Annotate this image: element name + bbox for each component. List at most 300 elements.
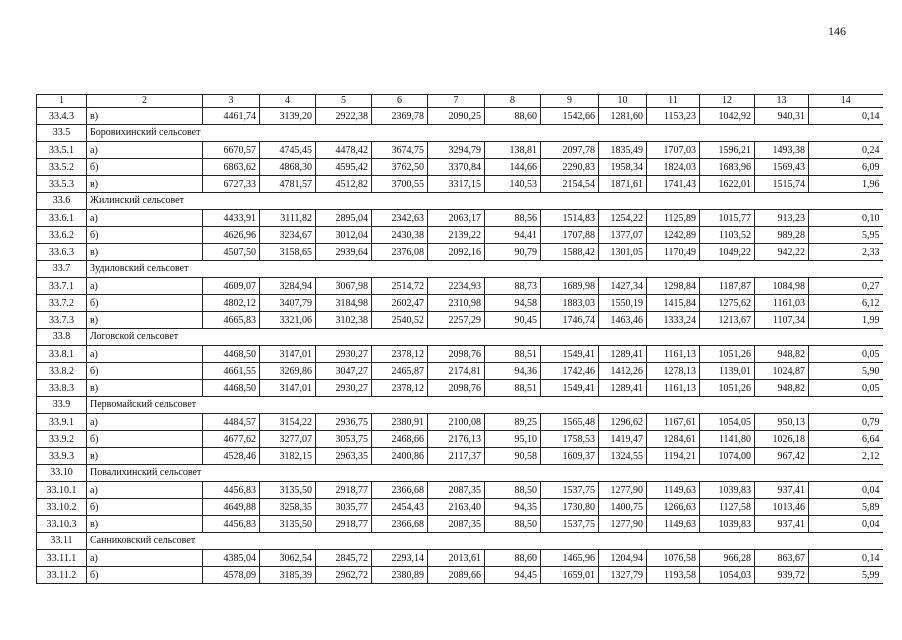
table-cell: 1015,77	[700, 210, 755, 227]
table-cell: 3185,39	[260, 567, 316, 584]
table-cell: 3111,82	[260, 210, 316, 227]
table-cell: 3370,84	[428, 159, 485, 176]
row-code: 33.10.1	[37, 482, 87, 499]
table-cell: 3135,50	[260, 516, 316, 533]
table-cell: 1609,37	[541, 448, 599, 465]
table-cell: 88,56	[485, 210, 541, 227]
table-cell: 1127,58	[700, 499, 755, 516]
section-header-row	[37, 125, 883, 142]
table-cell: 2063,17	[428, 210, 485, 227]
table-cell: 0,05	[809, 346, 883, 363]
row-code: 33.8.3	[37, 380, 87, 397]
table-cell: 1514,83	[541, 210, 599, 227]
table-cell: 4665,83	[203, 312, 260, 329]
row-code: 33.5.2	[37, 159, 87, 176]
table-cell: 2845,72	[316, 550, 372, 567]
section-code: 33.5	[37, 125, 87, 142]
table-cell: 1277,90	[599, 516, 647, 533]
table-cell: 4528,46	[203, 448, 260, 465]
table-cell: 3182,15	[260, 448, 316, 465]
table-cell: 4595,42	[316, 159, 372, 176]
table-cell: 1039,83	[700, 482, 755, 499]
table-cell: 1161,03	[755, 295, 809, 312]
table-cell: 2454,43	[372, 499, 428, 516]
column-number-header: 3	[203, 95, 260, 108]
row-variant: б)	[87, 567, 203, 584]
table-cell: 3317,15	[428, 176, 485, 193]
row-variant: б)	[87, 159, 203, 176]
table-cell: 90,45	[485, 312, 541, 329]
table-cell: 3154,22	[260, 414, 316, 431]
table-cell: 3147,01	[260, 380, 316, 397]
table-cell: 1049,22	[700, 244, 755, 261]
row-variant: в)	[87, 516, 203, 533]
table-cell: 1515,74	[755, 176, 809, 193]
column-number-header: 1	[37, 95, 87, 108]
section-code: 33.6	[37, 193, 87, 210]
table-cell: 1824,03	[647, 159, 700, 176]
row-variant: б)	[87, 227, 203, 244]
row-variant: а)	[87, 482, 203, 499]
table-cell: 1170,49	[647, 244, 700, 261]
table-cell: 2540,52	[372, 312, 428, 329]
table-cell: 2366,68	[372, 482, 428, 499]
table-cell: 2378,12	[372, 380, 428, 397]
row-variant: а)	[87, 414, 203, 431]
table-cell: 1958,34	[599, 159, 647, 176]
section-header-row	[37, 397, 883, 414]
table-cell: 1746,74	[541, 312, 599, 329]
table-cell: 0,14	[809, 550, 883, 567]
table-cell: 0,04	[809, 482, 883, 499]
table-row	[37, 227, 883, 244]
section-code: 33.9	[37, 397, 87, 414]
table-cell: 3294,79	[428, 142, 485, 159]
table-cell: 3047,27	[316, 363, 372, 380]
table-cell: 2087,35	[428, 516, 485, 533]
table-cell: 88,60	[485, 108, 541, 125]
table-cell: 6,12	[809, 295, 883, 312]
table-row	[37, 346, 883, 363]
table-cell: 2465,87	[372, 363, 428, 380]
table-row	[37, 380, 883, 397]
column-number-header: 7	[428, 95, 485, 108]
table-cell: 6670,57	[203, 142, 260, 159]
table-row	[37, 482, 883, 499]
table-body	[37, 95, 883, 584]
table-cell: 95,10	[485, 431, 541, 448]
table-cell: 4456,83	[203, 482, 260, 499]
table-cell: 942,22	[755, 244, 809, 261]
table-cell: 1107,34	[755, 312, 809, 329]
table-cell: 1289,41	[599, 346, 647, 363]
table-cell: 2092,16	[428, 244, 485, 261]
table-row	[37, 431, 883, 448]
table-cell: 0,10	[809, 210, 883, 227]
table-cell: 1298,84	[647, 278, 700, 295]
row-variant: в)	[87, 448, 203, 465]
table-cell: 2376,08	[372, 244, 428, 261]
table-cell: 1549,41	[541, 380, 599, 397]
table-cell: 2400,86	[372, 448, 428, 465]
table-cell: 1463,46	[599, 312, 647, 329]
table-row	[37, 142, 883, 159]
table-row	[37, 278, 883, 295]
table-cell: 2468,66	[372, 431, 428, 448]
row-variant: в)	[87, 108, 203, 125]
table-cell: 939,72	[755, 567, 809, 584]
row-code: 33.5.1	[37, 142, 87, 159]
table-cell: 1565,48	[541, 414, 599, 431]
table-cell: 1835,49	[599, 142, 647, 159]
table-cell: 4478,42	[316, 142, 372, 159]
table-cell: 2174,81	[428, 363, 485, 380]
table-cell: 989,28	[755, 227, 809, 244]
table-cell: 2962,72	[316, 567, 372, 584]
table-cell: 1,96	[809, 176, 883, 193]
table-cell: 3258,35	[260, 499, 316, 516]
table-cell: 2514,72	[372, 278, 428, 295]
section-code: 33.11	[37, 533, 87, 550]
table-cell: 1622,01	[700, 176, 755, 193]
table-cell: 1076,58	[647, 550, 700, 567]
table-cell: 1412,26	[599, 363, 647, 380]
row-code: 33.6.2	[37, 227, 87, 244]
table-cell: 1400,75	[599, 499, 647, 516]
table-cell: 4677,62	[203, 431, 260, 448]
table-cell: 2918,77	[316, 482, 372, 499]
table-cell: 2922,38	[316, 108, 372, 125]
section-title: Санниковский сельсовет	[87, 533, 883, 550]
table-cell: 2342,63	[372, 210, 428, 227]
table-cell: 2380,91	[372, 414, 428, 431]
column-number-header: 9	[541, 95, 599, 108]
table-cell: 3067,98	[316, 278, 372, 295]
table-cell: 3269,86	[260, 363, 316, 380]
row-variant: б)	[87, 431, 203, 448]
column-number-header: 2	[87, 95, 203, 108]
row-variant: а)	[87, 550, 203, 567]
column-number-header: 12	[700, 95, 755, 108]
row-code: 33.5.3	[37, 176, 87, 193]
table-cell: 0,14	[809, 108, 883, 125]
row-variant: а)	[87, 142, 203, 159]
table-cell: 1588,42	[541, 244, 599, 261]
row-code: 33.7.3	[37, 312, 87, 329]
table-cell: 1707,88	[541, 227, 599, 244]
row-variant: в)	[87, 380, 203, 397]
column-number-header: 13	[755, 95, 809, 108]
table-cell: 1742,46	[541, 363, 599, 380]
row-variant: а)	[87, 278, 203, 295]
row-code: 33.7.1	[37, 278, 87, 295]
table-cell: 1301,05	[599, 244, 647, 261]
row-code: 33.6.3	[37, 244, 87, 261]
table-cell: 1167,61	[647, 414, 700, 431]
row-code: 33.9.1	[37, 414, 87, 431]
table-cell: 1537,75	[541, 516, 599, 533]
table-cell: 4802,12	[203, 295, 260, 312]
table-cell: 1139,01	[700, 363, 755, 380]
table-cell: 2290,83	[541, 159, 599, 176]
row-variant: б)	[87, 363, 203, 380]
column-number-header: 14	[809, 95, 883, 108]
table-cell: 0,04	[809, 516, 883, 533]
table-cell: 2100,08	[428, 414, 485, 431]
table-cell: 2430,38	[372, 227, 428, 244]
row-variant: в)	[87, 312, 203, 329]
table-cell: 2139,22	[428, 227, 485, 244]
section-header-row	[37, 465, 883, 482]
table-cell: 0,24	[809, 142, 883, 159]
tariff-table-container	[36, 94, 882, 584]
table-cell: 2293,14	[372, 550, 428, 567]
section-title: Первомайский сельсовет	[87, 397, 883, 414]
row-variant: в)	[87, 244, 203, 261]
table-cell: 1277,90	[599, 482, 647, 499]
table-row	[37, 414, 883, 431]
column-number-header: 5	[316, 95, 372, 108]
table-cell: 5,99	[809, 567, 883, 584]
table-cell: 5,90	[809, 363, 883, 380]
row-code: 33.4.3	[37, 108, 87, 125]
table-cell: 1054,03	[700, 567, 755, 584]
table-cell: 88,60	[485, 550, 541, 567]
table-cell: 1103,52	[700, 227, 755, 244]
table-cell: 3762,50	[372, 159, 428, 176]
table-cell: 0,05	[809, 380, 883, 397]
table-cell: 1084,98	[755, 278, 809, 295]
table-cell: 88,50	[485, 482, 541, 499]
row-code: 33.8.2	[37, 363, 87, 380]
section-title: Логовской сельсовет	[87, 329, 883, 346]
table-cell: 1493,38	[755, 142, 809, 159]
table-cell: 1419,47	[599, 431, 647, 448]
row-variant: а)	[87, 210, 203, 227]
section-header-row	[37, 329, 883, 346]
table-cell: 89,25	[485, 414, 541, 431]
table-cell: 3035,77	[316, 499, 372, 516]
table-cell: 4433,91	[203, 210, 260, 227]
row-code: 33.11.1	[37, 550, 87, 567]
table-cell: 3284,94	[260, 278, 316, 295]
table-cell: 4468,50	[203, 380, 260, 397]
table-cell: 2013,61	[428, 550, 485, 567]
table-cell: 4456,83	[203, 516, 260, 533]
table-cell: 94,58	[485, 295, 541, 312]
section-code: 33.7	[37, 261, 87, 278]
table-cell: 144,66	[485, 159, 541, 176]
table-cell: 1149,63	[647, 516, 700, 533]
table-cell: 1026,18	[755, 431, 809, 448]
table-cell: 863,67	[755, 550, 809, 567]
row-code: 33.11.2	[37, 567, 87, 584]
table-cell: 2089,66	[428, 567, 485, 584]
table-cell: 4385,04	[203, 550, 260, 567]
table-cell: 3102,38	[316, 312, 372, 329]
table-cell: 1758,53	[541, 431, 599, 448]
table-cell: 4626,96	[203, 227, 260, 244]
table-row	[37, 312, 883, 329]
table-cell: 1596,21	[700, 142, 755, 159]
table-cell: 94,36	[485, 363, 541, 380]
table-cell: 1042,92	[700, 108, 755, 125]
table-cell: 1204,94	[599, 550, 647, 567]
table-cell: 1689,98	[541, 278, 599, 295]
table-cell: 940,31	[755, 108, 809, 125]
table-cell: 1153,23	[647, 108, 700, 125]
table-cell: 1074,00	[700, 448, 755, 465]
section-title: Зудиловский сельсовет	[87, 261, 883, 278]
table-cell: 1254,22	[599, 210, 647, 227]
table-cell: 2098,76	[428, 380, 485, 397]
table-cell: 1415,84	[647, 295, 700, 312]
table-cell: 967,42	[755, 448, 809, 465]
table-cell: 1683,96	[700, 159, 755, 176]
table-cell: 1051,26	[700, 346, 755, 363]
table-cell: 948,82	[755, 346, 809, 363]
table-cell: 6,64	[809, 431, 883, 448]
table-cell: 4868,30	[260, 159, 316, 176]
table-cell: 138,81	[485, 142, 541, 159]
table-cell: 1193,58	[647, 567, 700, 584]
table-cell: 3321,06	[260, 312, 316, 329]
table-cell: 1187,87	[700, 278, 755, 295]
table-cell: 0,27	[809, 278, 883, 295]
table-cell: 5,95	[809, 227, 883, 244]
table-cell: 950,13	[755, 414, 809, 431]
table-cell: 1741,43	[647, 176, 700, 193]
table-cell: 2380,89	[372, 567, 428, 584]
table-cell: 1141,80	[700, 431, 755, 448]
table-cell: 1,99	[809, 312, 883, 329]
table-cell: 2098,76	[428, 346, 485, 363]
table-cell: 1266,63	[647, 499, 700, 516]
column-number-header: 4	[260, 95, 316, 108]
table-cell: 3135,50	[260, 482, 316, 499]
table-cell: 1289,41	[599, 380, 647, 397]
table-row	[37, 210, 883, 227]
table-cell: 2087,35	[428, 482, 485, 499]
table-row	[37, 499, 883, 516]
section-title: Жилинский сельсовет	[87, 193, 883, 210]
table-cell: 4461,74	[203, 108, 260, 125]
table-cell: 1242,89	[647, 227, 700, 244]
table-cell: 6863,62	[203, 159, 260, 176]
table-cell: 1213,67	[700, 312, 755, 329]
table-row	[37, 108, 883, 125]
table-cell: 4781,57	[260, 176, 316, 193]
table-cell: 88,51	[485, 380, 541, 397]
table-cell: 1569,43	[755, 159, 809, 176]
table-cell: 4484,57	[203, 414, 260, 431]
table-cell: 2154,54	[541, 176, 599, 193]
table-row	[37, 176, 883, 193]
table-cell: 1550,19	[599, 295, 647, 312]
table-cell: 1051,26	[700, 380, 755, 397]
table-cell: 1161,13	[647, 380, 700, 397]
table-cell: 937,41	[755, 482, 809, 499]
table-cell: 88,73	[485, 278, 541, 295]
table-cell: 1125,89	[647, 210, 700, 227]
column-number-header-row	[37, 95, 883, 108]
table-cell: 2930,27	[316, 380, 372, 397]
table-cell: 1194,21	[647, 448, 700, 465]
table-cell: 4512,82	[316, 176, 372, 193]
row-variant: а)	[87, 346, 203, 363]
column-number-header: 8	[485, 95, 541, 108]
table-cell: 1024,87	[755, 363, 809, 380]
column-number-header: 10	[599, 95, 647, 108]
table-cell: 0,79	[809, 414, 883, 431]
table-cell: 1278,13	[647, 363, 700, 380]
table-cell: 1427,34	[599, 278, 647, 295]
tariff-table	[36, 94, 883, 584]
table-cell: 937,41	[755, 516, 809, 533]
column-number-header: 11	[647, 95, 700, 108]
table-cell: 1883,03	[541, 295, 599, 312]
table-cell: 4745,45	[260, 142, 316, 159]
table-cell: 6727,33	[203, 176, 260, 193]
table-cell: 1377,07	[599, 227, 647, 244]
table-cell: 3407,79	[260, 295, 316, 312]
table-cell: 2602,47	[372, 295, 428, 312]
table-cell: 2366,68	[372, 516, 428, 533]
table-cell: 3139,20	[260, 108, 316, 125]
table-cell: 3234,67	[260, 227, 316, 244]
section-header-row	[37, 261, 883, 278]
table-cell: 2963,35	[316, 448, 372, 465]
table-cell: 1281,60	[599, 108, 647, 125]
table-cell: 90,58	[485, 448, 541, 465]
table-cell: 1149,63	[647, 482, 700, 499]
table-cell: 88,50	[485, 516, 541, 533]
table-cell: 913,23	[755, 210, 809, 227]
table-cell: 1013,46	[755, 499, 809, 516]
table-cell: 2117,37	[428, 448, 485, 465]
page-number: 146	[828, 24, 846, 38]
table-cell: 2310,98	[428, 295, 485, 312]
row-variant: б)	[87, 295, 203, 312]
table-cell: 90,79	[485, 244, 541, 261]
table-cell: 2097,78	[541, 142, 599, 159]
table-cell: 3062,54	[260, 550, 316, 567]
table-cell: 948,82	[755, 380, 809, 397]
table-cell: 4609,07	[203, 278, 260, 295]
table-cell: 3158,65	[260, 244, 316, 261]
table-cell: 1707,03	[647, 142, 700, 159]
row-code: 33.8.1	[37, 346, 87, 363]
table-row	[37, 448, 883, 465]
table-cell: 1730,80	[541, 499, 599, 516]
table-cell: 4507,50	[203, 244, 260, 261]
table-row	[37, 244, 883, 261]
table-cell: 1039,83	[700, 516, 755, 533]
table-cell: 2163,40	[428, 499, 485, 516]
row-variant: б)	[87, 499, 203, 516]
row-code: 33.10.2	[37, 499, 87, 516]
table-cell: 4468,50	[203, 346, 260, 363]
table-cell: 94,35	[485, 499, 541, 516]
table-row	[37, 159, 883, 176]
table-cell: 2930,27	[316, 346, 372, 363]
table-cell: 3184,98	[316, 295, 372, 312]
table-cell: 1054,05	[700, 414, 755, 431]
table-cell: 2378,12	[372, 346, 428, 363]
section-title: Повалихинский сельсовет	[87, 465, 883, 482]
table-cell: 5,89	[809, 499, 883, 516]
table-cell: 3012,04	[316, 227, 372, 244]
